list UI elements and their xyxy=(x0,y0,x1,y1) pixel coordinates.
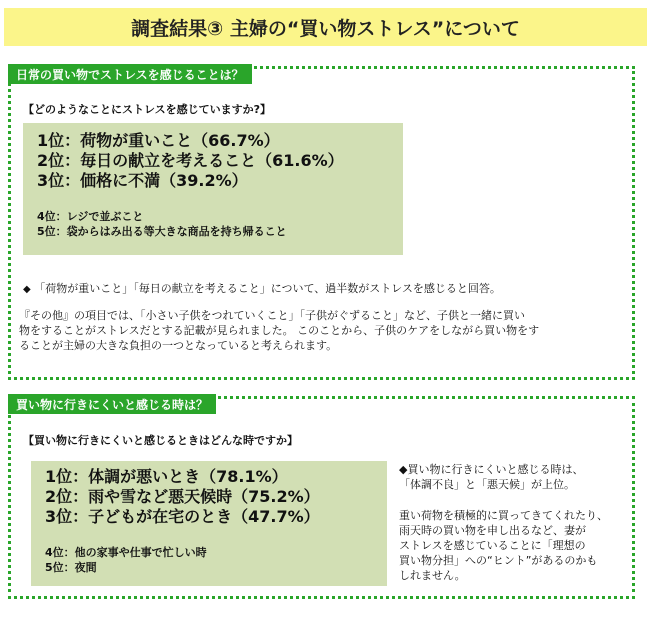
section-hard-to-shop-rank-box xyxy=(31,461,387,586)
rank-item: 3位：子どもが在宅のとき（47.7%） xyxy=(45,507,320,526)
rank-item-minor: 5位：夜間 xyxy=(45,561,97,574)
rank-item-minor: 4位：他の家事や仕事で忙しい時 xyxy=(45,546,207,559)
page-title-text: 調査結果③ 主婦の“買い物ストレス”について xyxy=(131,17,520,40)
diamond-bullet-icon: ◆ xyxy=(23,284,31,295)
side-note-hint xyxy=(399,508,608,583)
rank-item: 1位：体調が悪いとき（78.1%） xyxy=(45,467,288,486)
paragraph-line: 物をすることがストレスだとする記載が見られました。 このことから、子供のケアをしながら買い物をす xyxy=(19,324,540,337)
section-daily-stress-bullet xyxy=(23,281,501,297)
bullet-text: 「荷物が重いこと」「毎日の献立を考えること」について、過半数がストレスを感じると回答。 xyxy=(34,282,501,295)
section-hard-to-shop xyxy=(8,396,635,599)
side-note-line: 雨天時の買い物を申し出るなど、妻が xyxy=(399,524,586,537)
rank-item: 2位：毎日の献立を考えること（61.6%） xyxy=(37,151,344,170)
side-note-line: 「体調不良」と「悪天候」が上位。 xyxy=(399,478,575,491)
side-note-line: しれません。 xyxy=(399,569,466,582)
rank-item-minor: 4位：レジで並ぶこと xyxy=(37,210,144,223)
paragraph-line: ることが主婦の大きな負担の一つとなっていると考えられます。 xyxy=(19,339,338,352)
page-title xyxy=(4,8,647,46)
rank-item-minor: 5位：袋からはみ出る等大きな商品を持ち帰ること xyxy=(37,225,287,238)
section-daily-stress-paragraph xyxy=(19,308,631,353)
section-daily-stress-question: 【どのようなことにストレスを感じていますか?】 xyxy=(23,103,272,116)
section-daily-stress-rank-box xyxy=(23,123,403,255)
section-hard-to-shop-question: 【買い物に行きにくいと感じるときはどんな時ですか】 xyxy=(23,434,298,447)
section-hard-to-shop-tab: 買い物に行きにくいと感じる時は？ xyxy=(8,394,216,414)
side-note-line: 買い物分担」への“ヒント”があるのかも xyxy=(399,554,598,567)
rank-item: 1位：荷物が重いこと（66.7%） xyxy=(37,131,280,150)
section-daily-stress xyxy=(8,66,635,380)
rank-item: 2位：雨や雪など悪天候時（75.2%） xyxy=(45,487,320,506)
side-note-line: 重い荷物を積極的に買ってきてくれたり、 xyxy=(399,509,608,522)
side-note-line: ◆買い物に行きにくいと感じる時は、 xyxy=(399,463,584,476)
side-note-line: ストレスを感じていることに「理想の xyxy=(399,539,586,552)
rank-item: 3位：価格に不満（39.2%） xyxy=(37,171,248,190)
side-note-summary xyxy=(399,462,583,492)
paragraph-line: 『その他』の項目では、「小さい子供をつれていくこと」「子供がぐずること」など、子供と一緒に買い xyxy=(19,309,525,322)
section-daily-stress-tab: 日常の買い物でストレスを感じることは？ xyxy=(8,64,252,84)
